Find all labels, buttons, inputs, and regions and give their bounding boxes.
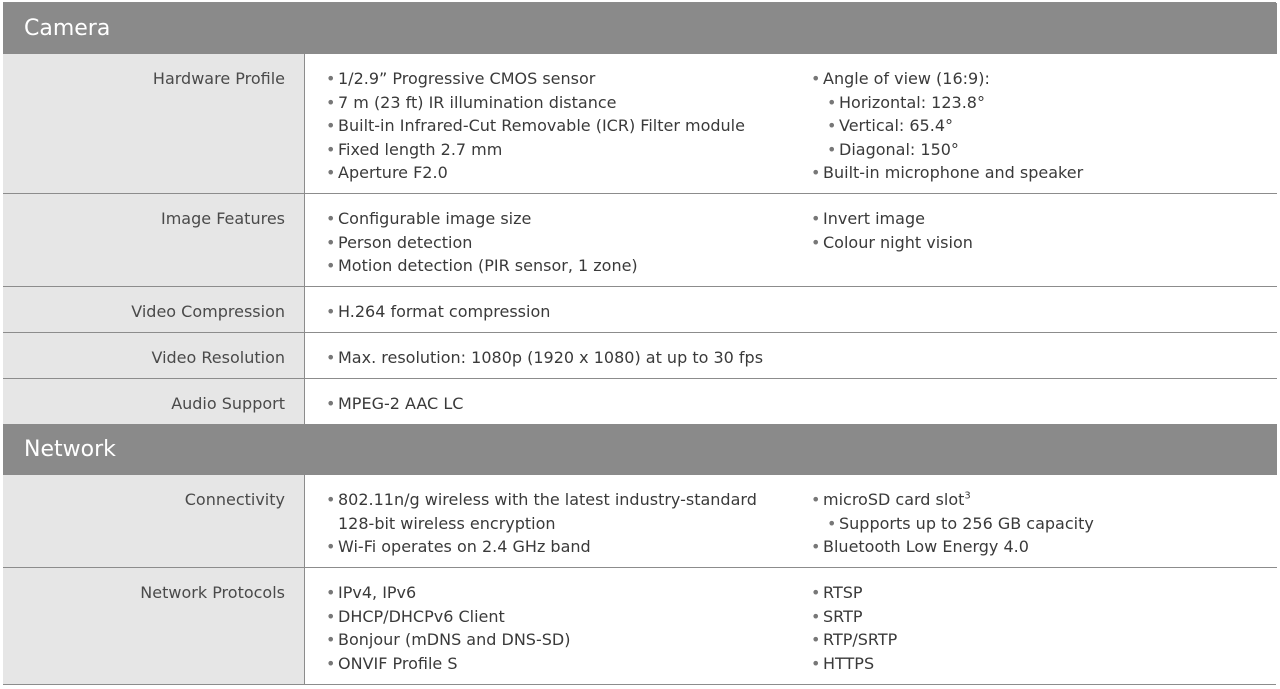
spec-item: • Aperture F2.0 — [326, 161, 796, 185]
spec-row-connectivity — [3, 475, 1277, 568]
bullet-icon: • — [326, 583, 336, 602]
row-content — [305, 475, 1277, 567]
row-content — [305, 379, 1277, 424]
bullet-icon: • — [811, 630, 821, 649]
row-label: Video Resolution — [3, 333, 305, 378]
bullet-icon: • — [326, 394, 336, 413]
spec-item: • HTTPS — [811, 652, 1271, 676]
spec-item: • RTSP — [811, 581, 1271, 605]
bullet-icon: • — [811, 209, 821, 228]
spec-item: • Built-in microphone and speaker — [811, 161, 1271, 185]
spec-item: • ONVIF Profile S — [326, 652, 796, 676]
row-content — [305, 54, 1277, 193]
spec-item: • Built-in Infrared-Cut Removable (ICR) Filter module — [326, 114, 796, 138]
spec-column-left — [326, 488, 781, 559]
row-content — [305, 194, 1277, 286]
spec-column-left — [326, 67, 796, 185]
spec-row-video-compression — [3, 287, 1277, 333]
spec-row-network-protocols — [3, 568, 1277, 684]
bullet-icon: • — [326, 92, 336, 112]
spec-column-right — [811, 581, 1271, 675]
spec-row-image-features — [3, 194, 1277, 287]
bullet-icon: • — [326, 116, 336, 135]
spec-subitem: • Vertical: 65.4° — [811, 114, 1271, 138]
spec-row-audio-support — [3, 379, 1277, 424]
spec-column-right — [811, 207, 1271, 254]
spec-column-right — [811, 67, 1271, 185]
bullet-icon: • — [326, 69, 336, 88]
bullet-icon: • — [326, 139, 336, 159]
row-label: Image Features — [3, 194, 305, 286]
bullet-icon: • — [811, 232, 821, 252]
spec-subitem: • Supports up to 256 GB capacity — [811, 512, 1271, 536]
bullet-icon: • — [811, 69, 821, 88]
bullet-icon: • — [811, 537, 821, 556]
spec-row-hardware-profile — [3, 54, 1277, 194]
spec-column-left — [326, 581, 796, 675]
row-content — [305, 287, 1277, 332]
bullet-icon: • — [326, 163, 336, 182]
bullet-icon: • — [827, 92, 837, 112]
spec-item: • Fixed length 2.7 mm — [326, 138, 796, 162]
bullet-icon: • — [326, 606, 336, 626]
bullet-icon: • — [326, 630, 336, 649]
spec-subitem: • Diagonal: 150° — [811, 138, 1271, 162]
spec-column-left — [326, 392, 796, 416]
spec-column-left — [326, 207, 796, 278]
spec-item: • Max. resolution: 1080p (1920 x 1080) at up to 30 fps — [326, 346, 886, 370]
footnote-marker: 3 — [964, 490, 971, 502]
row-label: Audio Support — [3, 379, 305, 424]
bullet-icon: • — [326, 256, 336, 275]
bullet-icon: • — [326, 537, 336, 556]
spec-item: • DHCP/DHCPv6 Client — [326, 605, 796, 629]
bullet-icon: • — [326, 302, 336, 321]
row-content — [305, 333, 1277, 378]
spec-item: • 802.11n/g wireless with the latest industry-standard 128-bit wireless encryption — [326, 490, 757, 533]
spec-item: • Person detection — [326, 231, 796, 255]
bullet-icon: • — [811, 490, 821, 509]
bullet-icon: • — [811, 583, 821, 602]
section-header-network: Network — [3, 424, 1277, 475]
row-label: Hardware Profile — [3, 54, 305, 193]
bullet-icon: • — [811, 606, 821, 626]
spec-item: • IPv4, IPv6 — [326, 581, 796, 605]
bullet-icon: • — [827, 139, 837, 159]
spec-item: • Invert image — [811, 207, 1271, 231]
spec-item: • Wi-Fi operates on 2.4 GHz band — [326, 535, 781, 559]
row-content — [305, 568, 1277, 684]
spec-item: • MPEG-2 AAC LC — [326, 392, 796, 416]
bullet-icon: • — [326, 232, 336, 252]
row-label: Connectivity — [3, 475, 305, 567]
spec-item: • RTP/SRTP — [811, 628, 1271, 652]
bullet-icon: • — [326, 209, 336, 228]
spec-item: • 7 m (23 ft) IR illumination distance — [326, 91, 796, 115]
bullet-icon: • — [827, 513, 837, 533]
spec-column-left — [326, 300, 796, 324]
section-header-camera: Camera — [3, 3, 1277, 54]
spec-item: • Angle of view (16:9): — [811, 67, 1271, 91]
spec-item: • Motion detection (PIR sensor, 1 zone) — [326, 254, 796, 278]
spec-item: • Colour night vision — [811, 231, 1271, 255]
spec-item: • Bonjour (mDNS and DNS-SD) — [326, 628, 796, 652]
spec-item: • H.264 format compression — [326, 300, 796, 324]
row-label: Network Protocols — [3, 568, 305, 684]
spec-row-video-resolution — [3, 333, 1277, 379]
bullet-icon: • — [811, 653, 821, 673]
spec-item: • Configurable image size — [326, 207, 796, 231]
spec-item: • Bluetooth Low Energy 4.0 — [811, 535, 1271, 559]
bullet-icon: • — [827, 116, 837, 135]
spec-item: • 1/2.9” Progressive CMOS sensor — [326, 67, 796, 91]
bullet-icon: • — [811, 163, 821, 182]
bullet-icon: • — [326, 490, 336, 509]
row-label: Video Compression — [3, 287, 305, 332]
spec-item: • SRTP — [811, 605, 1271, 629]
bullet-icon: • — [326, 348, 336, 367]
bullet-icon: • — [326, 653, 336, 673]
spec-column-left — [326, 346, 886, 370]
spec-column-right — [811, 488, 1271, 559]
spec-subitem: • Horizontal: 123.8° — [811, 91, 1271, 115]
spec-item: • microSD card slot$^3$ — [811, 488, 1271, 512]
